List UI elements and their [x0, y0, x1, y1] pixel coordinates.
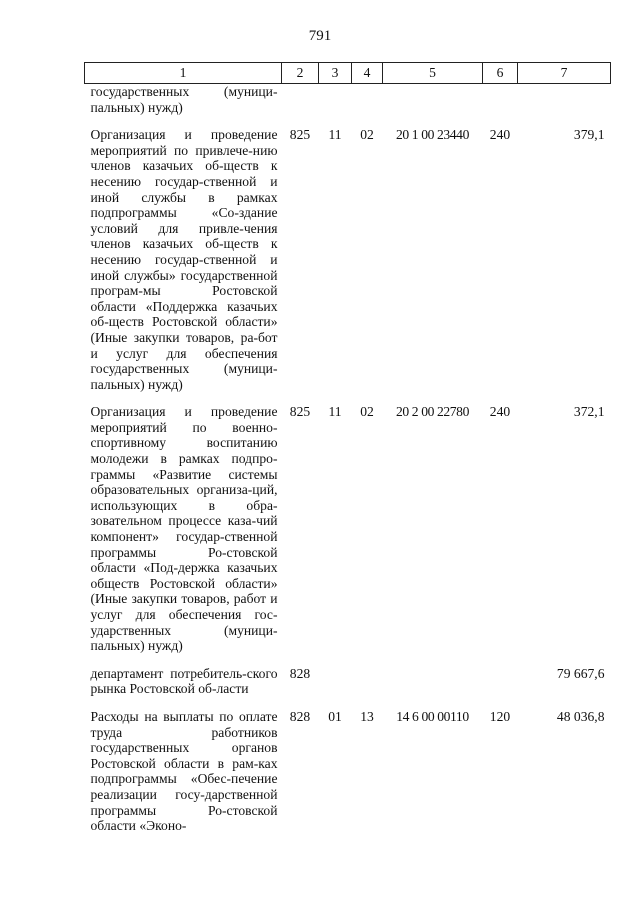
row-expense-type: 120: [489, 708, 511, 724]
table-row: [85, 84, 611, 116]
table-row: [85, 709, 611, 834]
row-expense-type: 240: [489, 127, 511, 143]
row-amount: 79 667,6: [556, 665, 605, 681]
header-col-6: 6: [483, 63, 518, 84]
row-subsection: [352, 84, 383, 116]
row-expense-type: [483, 84, 518, 116]
row-ministry: 825: [289, 127, 311, 143]
row-amount: 379,1: [573, 127, 605, 143]
row-ministry: 828: [289, 708, 311, 724]
header-col-3: 3: [319, 63, 352, 84]
header-row: [85, 63, 611, 84]
table-row: [85, 127, 611, 392]
row-description: департамент потребитель-ского рынка Ростовской об-ласти: [90, 665, 278, 697]
row-ministry: 825: [289, 404, 311, 420]
row-amount: 372,1: [573, 404, 605, 420]
row-description: государственных (муници- пальных) нужд): [90, 84, 278, 115]
row-section: 01: [328, 708, 342, 724]
row-description: Расходы на выплаты по оплате труда работников государственных органов Ростовской области в рам-ках подпрограммы «Обес-печение реализации госу-дарственной программы Ро-стовской области «Эконо-: [90, 708, 278, 834]
row-amount: [518, 84, 611, 116]
header-col-1: 1: [85, 63, 282, 84]
page-number: 791: [308, 28, 332, 44]
row-target: 20 2 00 22780: [396, 404, 469, 420]
row-subsection: 13: [360, 708, 374, 724]
row-section: [319, 666, 352, 697]
row-target: [383, 84, 483, 116]
row-target: 14 6 00 00110: [396, 708, 469, 724]
header-col-5: 5: [383, 63, 483, 84]
row-ministry: 828: [289, 665, 311, 681]
header-col-4: 4: [352, 63, 383, 84]
row-subsection: [352, 666, 383, 697]
row-section: [319, 84, 352, 116]
table-row: [85, 666, 611, 697]
row-target: [383, 666, 483, 697]
row-description: Организация и проведение мероприятий по военно-спортивному воспитанию молодежи в рамках подпро-граммы «Развитие системы образовательных организа-ций, использующих в обра-зовательном процессе каза-чий компонент» государ-ственной программы Ро-стовской области «Под-держка казачьих обществ Ростовской области» (Иные закупки товаров, работ и услуг для обеспечения гос-ударственных (муници-пальных) нужд): [90, 404, 278, 654]
row-ministry: [282, 84, 319, 116]
table-row: [85, 404, 611, 654]
row-section: 11: [328, 127, 342, 143]
row-subsection: 02: [360, 127, 374, 143]
header-col-2: 2: [282, 63, 319, 84]
row-description: Организация и проведение мероприятий по привлече-нию членов казачьих об-ществ к несению государ-ственной и иной службы в рамках подпрограммы «Со-здание условий для привле-чения членов казачьих об-ществ к несению государ-ственной и иной службы» государственной програм-мы Ростовской области «Поддержка казачьих об-ществ Ростовской области» (Иные закупки товаров, ра-бот и услуг для обеспечения государственных (муници-пальных) нужд): [90, 127, 278, 392]
budget-table: [84, 62, 611, 834]
row-target: 20 1 00 23440: [396, 127, 469, 143]
header-col-7: 7: [518, 63, 611, 84]
row-amount: 48 036,8: [556, 708, 605, 724]
row-subsection: 02: [360, 404, 374, 420]
row-section: 11: [328, 404, 342, 420]
row-expense-type: [483, 666, 518, 697]
row-expense-type: 240: [489, 404, 511, 420]
